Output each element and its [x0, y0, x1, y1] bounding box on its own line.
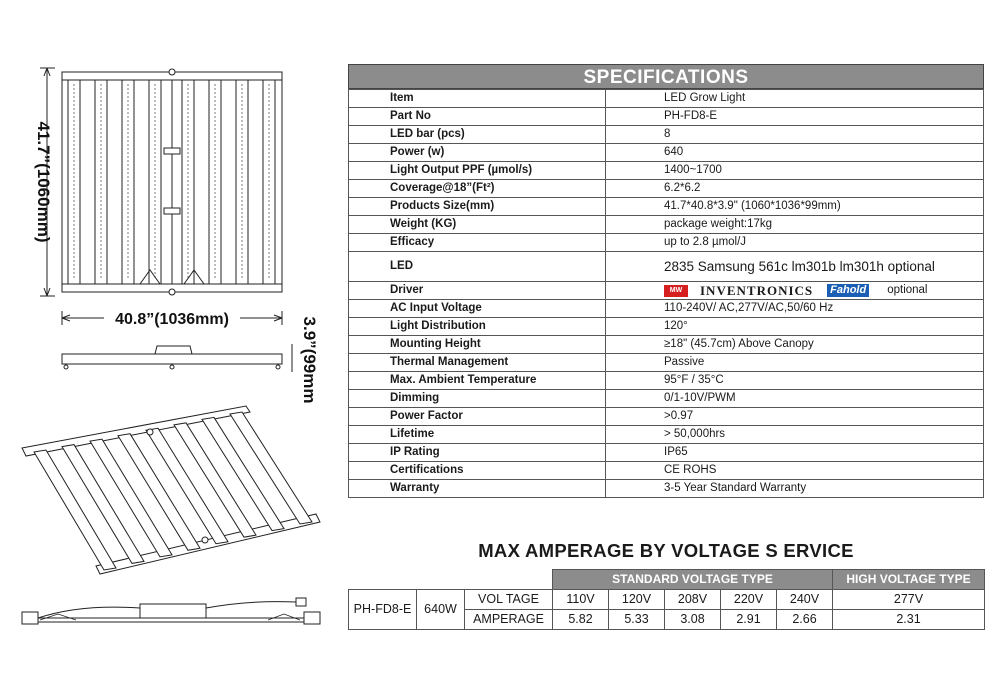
spec-row	[349, 372, 984, 390]
spec-value: 640	[606, 144, 984, 162]
spec-label: Power Factor	[349, 408, 606, 426]
perspective-view-drawing	[22, 406, 320, 574]
spec-value	[606, 282, 984, 300]
spec-label: Certifications	[349, 462, 606, 480]
spec-value: 1400~1700	[606, 162, 984, 180]
amperage-cell: 2.66	[777, 610, 833, 630]
spec-label: Item	[349, 90, 606, 108]
spec-value: 110-240V/ AC,277V/AC,50/60 Hz	[606, 300, 984, 318]
spec-value: IP65	[606, 444, 984, 462]
spec-label: AC Input Voltage	[349, 300, 606, 318]
voltage-cell: 110V	[553, 590, 609, 610]
spec-value: Passive	[606, 354, 984, 372]
voltage-cell: 240V	[777, 590, 833, 610]
spec-value: package weight:17kg	[606, 216, 984, 234]
spec-value: 3-5 Year Standard Warranty	[606, 480, 984, 498]
spec-label: Dimming	[349, 390, 606, 408]
standard-voltage-header: STANDARD VOLTAGE TYPE	[553, 570, 833, 590]
spec-label: IP Rating	[349, 444, 606, 462]
spec-row	[349, 444, 984, 462]
spec-label: Warranty	[349, 480, 606, 498]
inventronics-logo: INVENTRONICS	[700, 283, 814, 298]
spec-value: ≥18" (45.7cm) Above Canopy	[606, 336, 984, 354]
fahold-logo: Fahold	[827, 284, 869, 297]
spec-value: 8	[606, 126, 984, 144]
amperage-row-label: AMPERAGE	[465, 610, 553, 630]
depth-dimension-label: 3.9”(99mm	[300, 316, 319, 404]
spec-label: Power (w)	[349, 144, 606, 162]
spec-value: 6.2*6.2	[606, 180, 984, 198]
spec-row	[349, 216, 984, 234]
cable-view-drawing	[22, 598, 320, 624]
driver-brands	[664, 282, 983, 299]
spec-row	[349, 90, 984, 108]
amperage-title: MAX AMPERAGE BY VOLTAGE S ERVICE	[478, 540, 854, 561]
meanwell-logo: MW	[664, 285, 688, 297]
amperage-cell: 5.82	[553, 610, 609, 630]
spec-row	[349, 462, 984, 480]
spec-label: Light Distribution	[349, 318, 606, 336]
spec-value: 120°	[606, 318, 984, 336]
spec-row	[349, 126, 984, 144]
amperage-table	[348, 569, 985, 630]
spec-row	[349, 336, 984, 354]
spec-label: Part No	[349, 108, 606, 126]
voltage-row-label: VOL TAGE	[465, 590, 553, 610]
spec-row	[349, 282, 984, 300]
high-voltage-header: HIGH VOLTAGE TYPE	[833, 570, 985, 590]
spec-row	[349, 318, 984, 336]
spec-row	[349, 300, 984, 318]
specifications-title: SPECIFICATIONS	[348, 64, 984, 89]
spec-label: Efficacy	[349, 234, 606, 252]
spec-row	[349, 144, 984, 162]
width-dimension-label: 40.8”(1036mm)	[115, 311, 229, 328]
top-view-drawing	[62, 69, 282, 295]
driver-optional-note: optional	[887, 284, 928, 296]
spec-label: Products Size(mm)	[349, 198, 606, 216]
spec-row	[349, 234, 984, 252]
spec-label: Driver	[349, 282, 606, 300]
spec-row	[349, 426, 984, 444]
product-drawings	[0, 0, 340, 681]
spec-value: up to 2.8 µmol/J	[606, 234, 984, 252]
height-dimension-label: 41.7”(1060mm)	[34, 121, 53, 243]
spec-label: LED bar (pcs)	[349, 126, 606, 144]
power-cell: 640W	[417, 590, 465, 630]
spec-value: CE ROHS	[606, 462, 984, 480]
spec-label: Lifetime	[349, 426, 606, 444]
spec-label: LED	[349, 252, 606, 282]
specifications-table	[348, 89, 984, 498]
spec-value: 95°F / 35°C	[606, 372, 984, 390]
spec-value: 41.7*40.8*3.9" (1060*1036*99mm)	[606, 198, 984, 216]
spec-value: LED Grow Light	[606, 90, 984, 108]
spec-label: Mounting Height	[349, 336, 606, 354]
spec-label: Light Output PPF (µmol/s)	[349, 162, 606, 180]
amperage-cell: 2.91	[721, 610, 777, 630]
amperage-cell: 2.31	[833, 610, 985, 630]
voltage-cell: 208V	[665, 590, 721, 610]
spec-row	[349, 108, 984, 126]
spec-value: 2835 Samsung 561c lm301b lm301h optional	[606, 252, 984, 282]
spec-row	[349, 162, 984, 180]
amperage-header-blank	[349, 570, 553, 590]
spec-label: Weight (KG)	[349, 216, 606, 234]
amperage-cell: 3.08	[665, 610, 721, 630]
side-view-drawing	[62, 346, 282, 369]
spec-value: PH-FD8-E	[606, 108, 984, 126]
voltage-cell: 220V	[721, 590, 777, 610]
spec-row	[349, 180, 984, 198]
spec-label: Thermal Management	[349, 354, 606, 372]
spec-label: Max. Ambient Temperature	[349, 372, 606, 390]
spec-row	[349, 252, 984, 282]
amperage-cell: 5.33	[609, 610, 665, 630]
spec-row	[349, 354, 984, 372]
spec-label: Coverage@18”(Ft²)	[349, 180, 606, 198]
spec-row	[349, 408, 984, 426]
spec-row	[349, 390, 984, 408]
spec-value: >0.97	[606, 408, 984, 426]
model-cell: PH-FD8-E	[349, 590, 417, 630]
voltage-cell: 277V	[833, 590, 985, 610]
voltage-cell: 120V	[609, 590, 665, 610]
spec-value: 0/1-10V/PWM	[606, 390, 984, 408]
spec-row	[349, 480, 984, 498]
spec-value: > 50,000hrs	[606, 426, 984, 444]
spec-row	[349, 198, 984, 216]
